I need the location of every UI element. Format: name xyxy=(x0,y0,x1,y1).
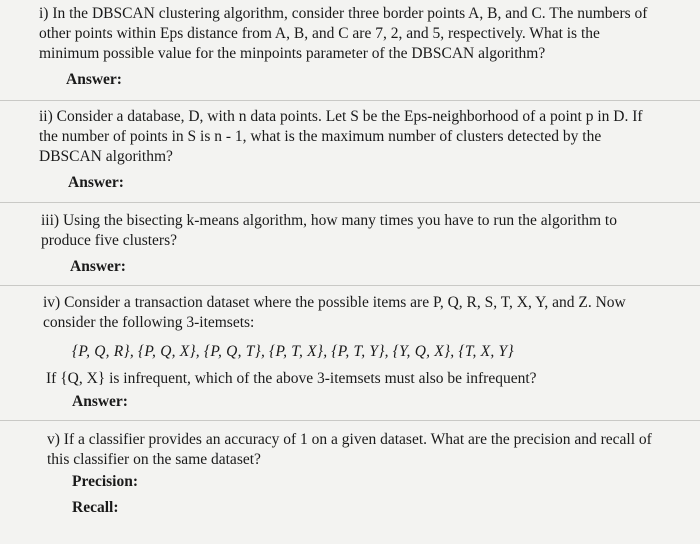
question-3-answer-label: Answer: xyxy=(70,258,126,275)
question-1-line-2: other points within Eps distance from A, B, and C are 7, 2, and 5, respectively. What is the xyxy=(39,25,600,42)
divider xyxy=(0,202,700,203)
question-1-line-3: minimum possible value for the minpoints parameter of the DBSCAN algorithm? xyxy=(39,45,546,62)
question-2-line-2: the number of points in S is n - 1, what is the maximum number of clusters detected by the xyxy=(39,128,602,145)
question-5-line-2: this classifier on the same dataset? xyxy=(47,451,261,468)
question-3-line-2: produce five clusters? xyxy=(41,232,177,249)
divider xyxy=(0,420,700,421)
recall-label: Recall: xyxy=(72,499,119,516)
question-2-line-3: DBSCAN algorithm? xyxy=(39,148,173,165)
divider xyxy=(0,100,700,101)
question-5-line-1: v) If a classifier provides an accuracy of 1 on a given dataset. What are the precision and recall of xyxy=(47,431,652,448)
question-1-line-1: i) In the DBSCAN clustering algorithm, consider three border points A, B, and C. The numbers of xyxy=(39,5,648,22)
itemsets-list: {P, Q, R}, {P, Q, X}, {P, Q, T}, {P, T, X}, {P, T, Y}, {Y, Q, X}, {T, X, Y} xyxy=(72,343,514,360)
question-4-line-1: iv) Consider a transaction dataset where the possible items are P, Q, R, S, T, X, Y, and Z. Now xyxy=(43,294,626,311)
question-1-answer-label: Answer: xyxy=(66,71,122,88)
question-4-followup: If {Q, X} is infrequent, which of the above 3-itemsets must also be infrequent? xyxy=(46,370,537,387)
question-4-answer-label: Answer: xyxy=(72,393,128,410)
question-2-answer-label: Answer: xyxy=(68,174,124,191)
question-4-line-2: consider the following 3-itemsets: xyxy=(43,314,255,331)
divider xyxy=(0,285,700,286)
precision-label: Precision: xyxy=(72,473,139,490)
question-3-line-1: iii) Using the bisecting k-means algorithm, how many times you have to run the algorithm to xyxy=(41,212,617,229)
question-2-line-1: ii) Consider a database, D, with n data points. Let S be the Eps-neighborhood of a point p in D. If xyxy=(39,108,643,125)
